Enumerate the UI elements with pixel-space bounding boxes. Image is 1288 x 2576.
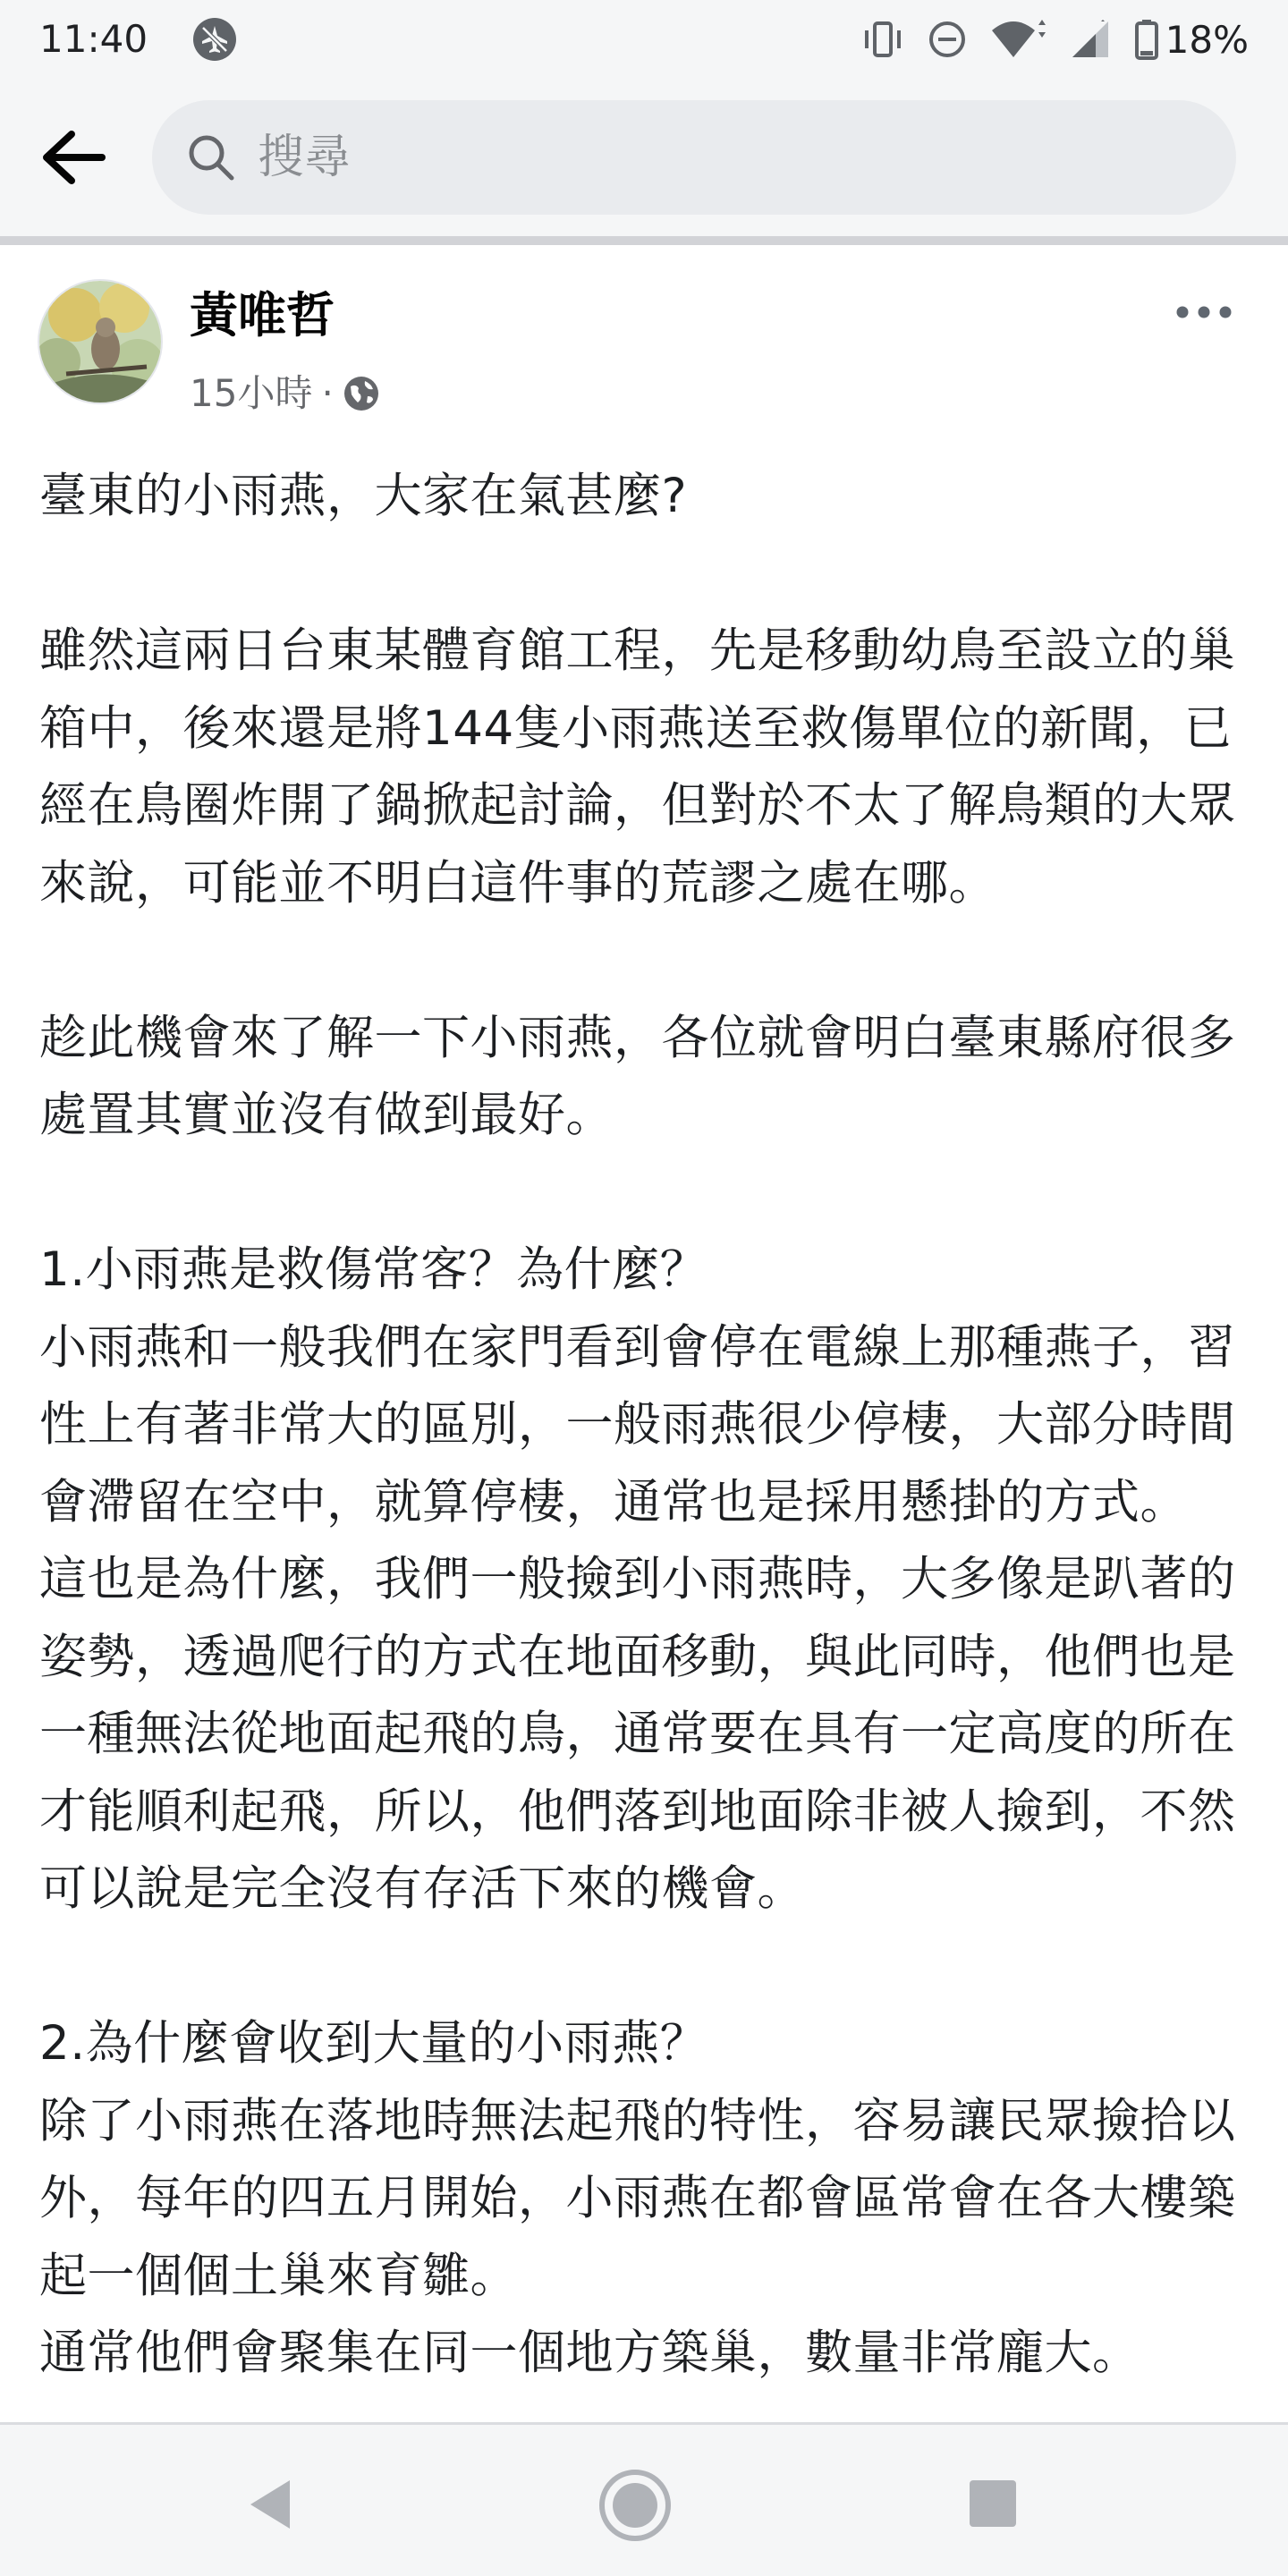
author-name[interactable]: 黃唯哲 — [190, 287, 335, 343]
square-recents-icon — [966, 2477, 1020, 2530]
header-divider — [0, 236, 1288, 245]
battery-icon — [1135, 19, 1158, 60]
post-header — [0, 245, 1288, 442]
cell-signal-icon — [1069, 20, 1112, 59]
post-time[interactable]: 15小時 — [190, 371, 313, 415]
post-paragraph: 除了小雨燕在落地時無法起飛的特性，容易讓民眾撿拾以外，每年的四五月開始，小雨燕在都會區常會在各大樓築起一個個土巢來育雛。 — [39, 2093, 1236, 2303]
system-nav-bar — [0, 2425, 1288, 2576]
paragraph-spacer — [39, 1155, 1256, 1233]
post-meta — [190, 369, 380, 419]
status-icons — [861, 13, 1249, 66]
nav-home-button[interactable] — [597, 2468, 673, 2543]
globe-icon — [343, 375, 380, 412]
triangle-back-icon — [240, 2473, 302, 2536]
ellipsis-icon — [1175, 305, 1233, 319]
status-time: 11:40 — [39, 17, 148, 61]
post-paragraph: 趁此機會來了解一下小雨燕，各位就會明白臺東縣府很多處置其實並沒有做到最好。 — [39, 1010, 1236, 1142]
vibrate-icon — [861, 20, 904, 59]
post-body — [39, 458, 1256, 2393]
paragraph-spacer — [39, 922, 1256, 1000]
status-bar — [0, 0, 1288, 79]
back-button[interactable] — [29, 118, 118, 197]
do-not-disturb-icon — [928, 20, 967, 59]
magnifier-icon — [184, 131, 238, 184]
wifi-icon — [990, 20, 1046, 59]
meta-separator: · — [321, 371, 334, 415]
nav-back-button[interactable] — [240, 2473, 302, 2536]
more-options-button[interactable] — [1166, 290, 1241, 335]
post-paragraph: 這也是為什麼，我們一般撿到小雨燕時，大多像是趴著的姿勢，透過爬行的方式在地面移動，與此同時，他們也是一種無法從地面起飛的鳥，通常要在具有一定高度的所在才能順利起飛，所以，他們落到地面除非被人撿到，不然可以說是完全沒有存活下來的機會。 — [39, 1552, 1236, 1916]
post-paragraph: 小雨燕和一般我們在家門看到會停在電線上那種燕子，習性上有著非常大的區別，一般雨燕很少停棲，大部分時間會滯留在空中，就算停棲，通常也是採用懸掛的方式。 — [39, 1319, 1236, 1530]
post-paragraph: 雖然這兩日台東某體育館工程，先是移動幼鳥至設立的巢箱中，後來還是將144隻小雨燕送至救傷單位的新聞，已經在鳥圈炸開了鍋掀起討論，但對於不太了解鳥類的大眾來說，可能並不明白這件事的荒謬之處在哪。 — [39, 623, 1236, 911]
search-header — [0, 79, 1288, 236]
arrow-left-icon — [39, 129, 107, 186]
circle-home-icon — [597, 2468, 673, 2543]
airplane-off-icon — [191, 16, 238, 63]
search-box[interactable] — [152, 100, 1236, 215]
post-paragraph: 1.小雨燕是救傷常客？為什麼？ — [39, 1242, 708, 1297]
post-paragraph: 通常他們會聚集在同一個地方築巢，數量非常龐大。 — [39, 2326, 1140, 2380]
nav-recents-button[interactable] — [966, 2477, 1020, 2530]
post-paragraph: 2.為什麼會收到大量的小雨燕？ — [39, 2016, 708, 2071]
search-input[interactable] — [256, 130, 1154, 185]
paragraph-spacer — [39, 536, 1256, 614]
avatar[interactable] — [38, 279, 163, 404]
paragraph-spacer — [39, 1928, 1256, 2006]
battery-percent: 18% — [1165, 17, 1249, 62]
post-paragraph: 臺東的小雨燕，大家在氣甚麼? — [39, 469, 688, 523]
